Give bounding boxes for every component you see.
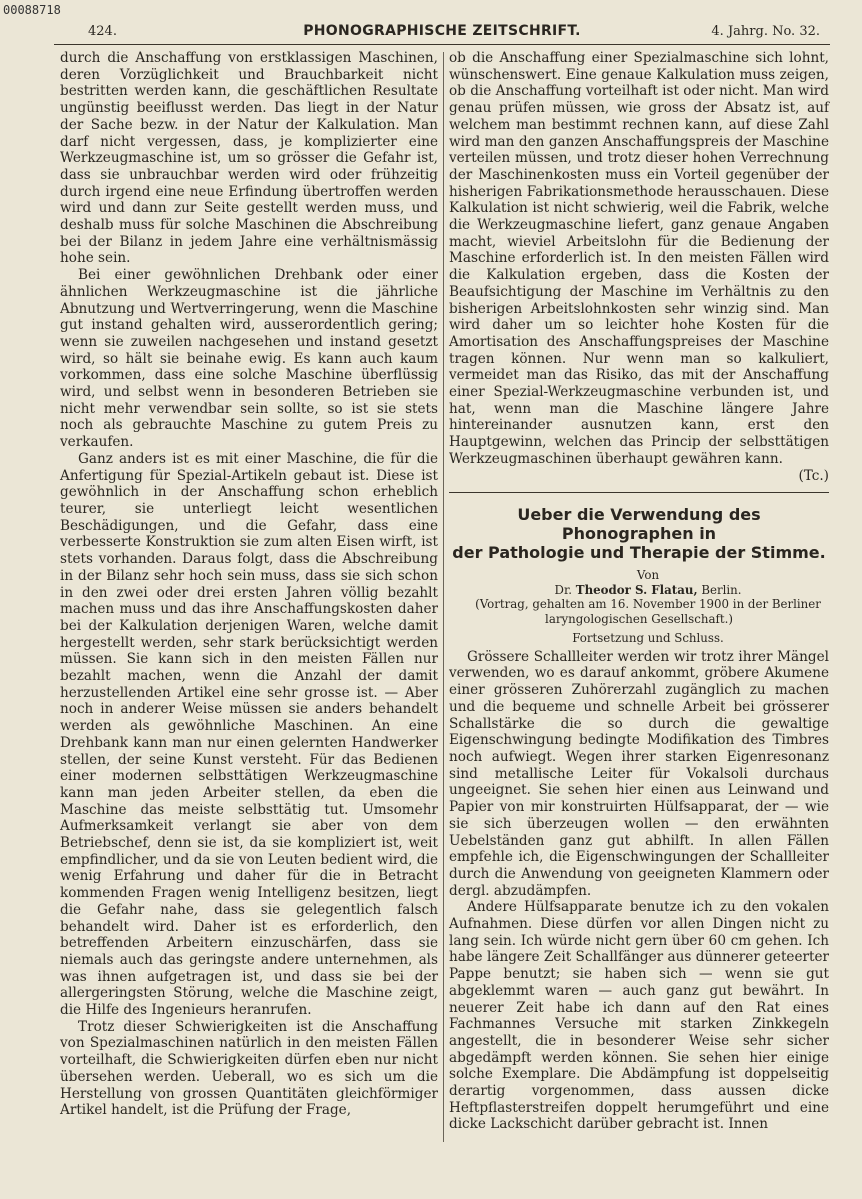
paragraph: Ganz anders ist es mit einer Maschine, die für die Anfertigung für Spezial-Artikeln gebaut ist. Diese ist gewöhnlich in der Anschaffung schon erheblich teurer, sie unterliegt leicht wesentlichen Beschädigungen, und die Gefahr, dass eine verbesserte Konstruktion sie zum alten Eisen wirft, ist stets vorhanden. Daraus folgt, dass die Abschreibung in der Bilanz sehr hoch sein muss, dass sie sich schon in den zwei oder drei ersten Jahren völlig bezahlt machen muss und das ihre Anschaffungskosten daher bei der Kalkulation derjenigen Waren, welche damit hergestellt werden, sehr stark berücksichtigt werden müssen. Sie kann sich in den meisten Fällen nur bezahlt machen, wenn die Anzahl der damit herzustellenden Artikel eine sehr grosse ist. — Aber noch in anderer Weise müssen sie anders behandelt werden als gewöhnliche Maschinen. An eine Drehbank kann man nur einen gelernten Handwerker stellen, der seine Kunst versteht. Für das Bedienen einer modernen selbsttätigen Werkzeugmaschine kann man jeden Arbeiter stellen, da eben die Maschine das meiste selbsttätig tut. Umsomehr Aufmerksamkeit verlangt sie aber von dem Betriebschef, denn sie ist, da sie kompliziert ist, weit empfindlicher, und da sie von Leuten bedient wird, die wenig Erfahrung und daher für die in Betracht kommenden Fragen wenig Intelligenz besitzen, liegt die Gefahr nahe, dass sie gelegentlich falsch behandelt wird. Daher ist es erforderlich, den betreffenden Arbeitern einzuschärfen, dass sie niemals auch das geringste andere unternehmen, als was ihnen aufgetragen ist, und dass sie bei der allergeringsten Störung, welche die Maschine zeigt, die Hilfe des Ingenieurs heranrufen.	[60, 450, 438, 1019]
lecture-note: (Vortrag, gehalten am 16. November 1900 in der Berliner laryngologischen Gesellschaft.)	[475, 597, 821, 626]
article-title-line-1: Ueber die Verwendung des Phonographen in	[517, 505, 761, 544]
author-prefix: Dr.	[554, 582, 573, 597]
author-signature: (Tc.)	[798, 467, 829, 484]
paragraph: ob die Anschaffung einer Spezialmaschine sich lohnt, wünschenswert. Eine genaue Kalkulation muss zeigen, ob die Anschaffung vorteilhaft ist oder nicht. Man wird genau prüfen müssen, wie gross der Absatz ist, auf welchem man bestimmt rechnen kann, auf diese Zahl wird man den ganzen Anschaffungspreis der Maschine verteilen müssen, und trotz dieser hohen Verrechnung der Maschinenkosten muss ein Vorteil gegenüber der hisherigen Fabrikationsmethode herausschauen. Diese Kalkulation ist nicht schwierig, weil die Fabrik, welche die Werkzeugmaschine liefert, ganz genaue Angaben macht, wieviel Arbeitslohn für die Bedienung der Maschine erforderlich ist. In den meisten Fällen wird die Kalkulation ergeben, dass die Kosten der Beaufsichtigung der Maschine im Verhältnis zu den bisherigen Arbeitslohnkosten sehr winzig sind. Man wird daher um so leichter hohe Kosten für die Amortisation des Anschaffungspreises der Maschine tragen können. Nur wenn man so kalkuliert, vermeidet man das Risiko, das mit der Anschaffung einer Spezial-Werkzeugmaschine verbunden ist, und hat, wenn man die Maschine längere Jahre hintereinander ausnutzen kann, erst den Hauptgewinn, welchen das Princip der selbsttätigen Werkzeugmaschinen überhaupt gewähren kann.	[449, 50, 829, 467]
author-name: Theodor S. Flatau,	[575, 582, 698, 597]
article-title	[449, 505, 829, 562]
page-header	[54, 22, 830, 45]
author-line	[449, 583, 829, 598]
right-column	[449, 50, 829, 1133]
byline-von: Von	[636, 568, 660, 583]
scan-id: 00088718	[3, 3, 61, 17]
paragraph: Andere Hülfsapparate benutze ich zu den vokalen Aufnahmen. Diese dürfen vor allen Dingen nicht zu lang sein. Ich würde nicht gern über 60 cm gehen. Ich habe längere Zeit Schallfänger aus dünnerer geteerter Pappe benutzt; sie haben sich — wenn sie gut abgeklemmt waren — auch ganz gut bewährt. In neuerer Zeit habe ich dann auf den Rat eines Fachmannes Versuche mit starken Zinkkegeln angestellt, die in besonderer Weise sehr sicher abgedämpft werden können. Sie sehen hier einige solche Exemplare. Die Abdämpfung ist doppelseitig derartig vorgenommen, dass aussen dicke Heftpflasterstreifen doppelt herumgeführt und eine dicke Lackschicht darüber gebracht ist. Innen	[449, 899, 829, 1133]
column-divider	[443, 52, 444, 1142]
paragraph: Trotz dieser Schwierigkeiten ist die Anschaffung von Spezialmaschinen natürlich in den meisten Fällen vorteilhaft, die Schwierigkeiten dürfen eben nur nicht übersehen werden. Ueberall, wo es sich um die Herstellung von grossen Quantitäten gleichförmiger Artikel handelt, ist die Prüfung der Frage,	[60, 1018, 438, 1119]
left-column	[60, 50, 438, 1119]
paragraph: Grössere Schallleiter werden wir trotz ihrer Mängel verwenden, wo es darauf ankommt, gröbere Akumene einer grösseren Zuhörerzahl zugänglich zu machen und die bequeme und schnelle Arbeit bei grösserer Schallstärke die so durch die gewaltige Eigenschwingung bedingte Modifikation des Timbres noch aufwiegt. Wegen ihrer starken Eigenresonanz sind metallische Leiter für Vokalsoli durchaus ungeeignet. Sie sehen hier einen aus Leinwand und Papier von mir konstruirten Hülfsapparat, der — wie sie sich überzeugen wollen — den erwähnten Uebelständen ganz gut abhilft. In allen Fällen empfehle ich, die Eigenschwingungen der Schallleiter durch die Anwendung von geeigneten Klammern oder dergl. abzudämpfen.	[449, 648, 829, 899]
page-number: 424.	[88, 24, 117, 39]
journal-title: PHONOGRAPHISCHE ZEITSCHRIFT.	[303, 23, 581, 39]
continuation-note: Fortsetzung und Schluss.	[572, 631, 724, 646]
article-separator	[449, 492, 829, 493]
paragraph: Bei einer gewöhnlichen Drehbank oder einer ähnlichen Werkzeugmaschine ist die jährliche Abnutzung und Wertverringerung, wenn die Maschine gut instand gehalten wird, ausserordentlich gering; wenn sie zuweilen nachgesehen und instand gesetzt wird, so hält sie beinahe ewig. Es kann auch kaum vorkommen, dass eine solche Maschine überflüssig wird, und selbst wenn in besonderen Betrieben sie nicht mehr verwendbar sein sollte, so ist sie stets noch als gebrauchte Maschine zu gutem Preis zu verkaufen.	[60, 267, 438, 451]
author-city: Berlin.	[701, 582, 742, 597]
article-title-line-2: der Pathologie und Therapie der Stimme.	[452, 543, 826, 563]
issue-number: 4. Jahrg. No. 32.	[711, 24, 820, 39]
paragraph: durch die Anschaffung von erstklassigen Maschinen, deren Vorzüglichkeit und Brauchbarkeit nicht bestritten werden kann, die geschäftlichen Resultate ungünstig beeiflusst werden. Das liegt in der Natur der Sache bezw. in der Natur der Kalkulation. Man darf nicht vergessen, dass, je komplizierter eine Werkzeugmaschine ist, um so grösser die Gefahr ist, dass sie unbrauchbar werden wird oder frühzeitig durch irgend eine neue Erfindung übertroffen werden wird und dann zur Seite gestellt werden muss, und deshalb muss für solche Maschinen die Abschreibung bei der Bilanz in jedem Jahre eine verhältnismässig hohe sein.	[60, 50, 438, 267]
